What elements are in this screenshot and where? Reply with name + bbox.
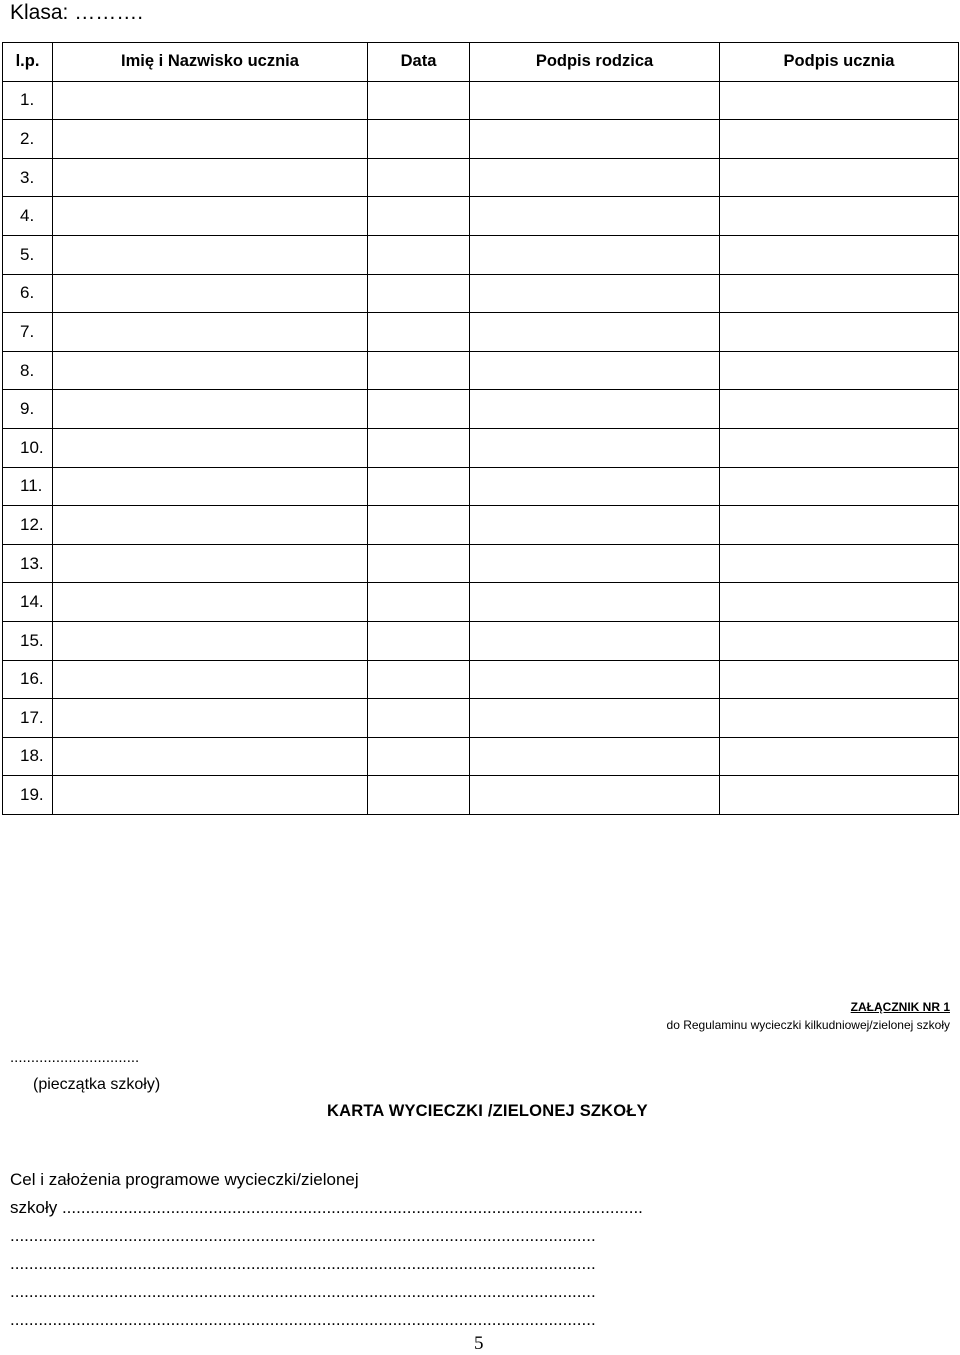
student-signature-cell[interactable] bbox=[720, 583, 959, 622]
date-cell[interactable] bbox=[368, 197, 470, 236]
parent-signature-cell[interactable] bbox=[470, 660, 720, 699]
name-cell[interactable] bbox=[53, 544, 368, 583]
row-number: 19. bbox=[3, 776, 53, 815]
name-cell[interactable] bbox=[53, 621, 368, 660]
table-row bbox=[3, 583, 959, 622]
row-number: 17. bbox=[3, 699, 53, 738]
date-cell[interactable] bbox=[368, 660, 470, 699]
table-row bbox=[3, 621, 959, 660]
date-cell[interactable] bbox=[368, 621, 470, 660]
date-cell[interactable] bbox=[368, 390, 470, 429]
student-signature-cell[interactable] bbox=[720, 544, 959, 583]
student-signature-cell[interactable] bbox=[720, 158, 959, 197]
table-row bbox=[3, 506, 959, 545]
name-cell[interactable] bbox=[53, 351, 368, 390]
row-number: 9. bbox=[3, 390, 53, 429]
date-cell[interactable] bbox=[368, 235, 470, 274]
student-signature-cell[interactable] bbox=[720, 274, 959, 313]
student-signature-cell[interactable] bbox=[720, 660, 959, 699]
date-cell[interactable] bbox=[368, 467, 470, 506]
student-signature-cell[interactable] bbox=[720, 776, 959, 815]
date-cell[interactable] bbox=[368, 544, 470, 583]
page-number: 5 bbox=[474, 1333, 484, 1354]
goals-dot-line[interactable]: ............................................................................................................................ bbox=[10, 1226, 596, 1245]
parent-signature-cell[interactable] bbox=[470, 621, 720, 660]
parent-signature-cell[interactable] bbox=[470, 506, 720, 545]
stamp-dots: ............................... bbox=[10, 1049, 140, 1066]
student-signature-cell[interactable] bbox=[720, 197, 959, 236]
date-cell[interactable] bbox=[368, 737, 470, 776]
name-cell[interactable] bbox=[53, 120, 368, 159]
header-student-signature: Podpis ucznia bbox=[720, 43, 959, 82]
student-signature-cell[interactable] bbox=[720, 506, 959, 545]
goals-section bbox=[10, 1166, 890, 1334]
table-row bbox=[3, 428, 959, 467]
student-signature-cell[interactable] bbox=[720, 428, 959, 467]
goals-dot-line[interactable]: ............................................................................................................................ bbox=[10, 1254, 596, 1273]
table-row bbox=[3, 390, 959, 429]
date-cell[interactable] bbox=[368, 81, 470, 120]
table-row bbox=[3, 81, 959, 120]
parent-signature-cell[interactable] bbox=[470, 274, 720, 313]
student-signature-cell[interactable] bbox=[720, 120, 959, 159]
name-cell[interactable] bbox=[53, 158, 368, 197]
goals-label: Cel i założenia programowe wycieczki/zielonej bbox=[10, 1170, 359, 1189]
parent-signature-cell[interactable] bbox=[470, 776, 720, 815]
student-signature-cell[interactable] bbox=[720, 313, 959, 352]
row-number: 7. bbox=[3, 313, 53, 352]
table-row bbox=[3, 158, 959, 197]
parent-signature-cell[interactable] bbox=[470, 197, 720, 236]
table-row bbox=[3, 197, 959, 236]
parent-signature-cell[interactable] bbox=[470, 467, 720, 506]
name-cell[interactable] bbox=[53, 81, 368, 120]
row-number: 2. bbox=[3, 120, 53, 159]
parent-signature-cell[interactable] bbox=[470, 158, 720, 197]
annex-title: ZAŁĄCZNIK NR 1 bbox=[850, 1000, 950, 1014]
name-cell[interactable] bbox=[53, 467, 368, 506]
parent-signature-cell[interactable] bbox=[470, 235, 720, 274]
table-row bbox=[3, 737, 959, 776]
parent-signature-cell[interactable] bbox=[470, 81, 720, 120]
table-row bbox=[3, 120, 959, 159]
form-title: KARTA WYCIECZKI /ZIELONEJ SZKOŁY bbox=[327, 1102, 648, 1120]
date-cell[interactable] bbox=[368, 583, 470, 622]
parent-signature-cell[interactable] bbox=[470, 351, 720, 390]
row-number: 18. bbox=[3, 737, 53, 776]
row-number: 6. bbox=[3, 274, 53, 313]
date-cell[interactable] bbox=[368, 158, 470, 197]
row-number: 11. bbox=[3, 467, 53, 506]
date-cell[interactable] bbox=[368, 506, 470, 545]
table-row bbox=[3, 313, 959, 352]
header-date: Data bbox=[368, 43, 470, 82]
date-cell[interactable] bbox=[368, 120, 470, 159]
row-number: 14. bbox=[3, 583, 53, 622]
name-cell[interactable] bbox=[53, 583, 368, 622]
parent-signature-cell[interactable] bbox=[470, 390, 720, 429]
table-row bbox=[3, 699, 959, 738]
student-signature-cell[interactable] bbox=[720, 390, 959, 429]
table-row bbox=[3, 235, 959, 274]
table-header-row bbox=[3, 43, 959, 82]
row-number: 8. bbox=[3, 351, 53, 390]
goals-dot-line[interactable]: ............................................................................................................................ bbox=[10, 1310, 596, 1329]
row-number: 1. bbox=[3, 81, 53, 120]
name-cell[interactable] bbox=[53, 428, 368, 467]
parent-signature-cell[interactable] bbox=[470, 313, 720, 352]
name-cell[interactable] bbox=[53, 660, 368, 699]
parent-signature-cell[interactable] bbox=[470, 583, 720, 622]
parent-signature-cell[interactable] bbox=[470, 699, 720, 738]
name-cell[interactable] bbox=[53, 776, 368, 815]
student-roster-table bbox=[2, 42, 959, 815]
name-cell[interactable] bbox=[53, 506, 368, 545]
class-label: Klasa: ………. bbox=[10, 1, 144, 24]
name-cell[interactable] bbox=[53, 390, 368, 429]
date-cell[interactable] bbox=[368, 776, 470, 815]
student-signature-cell[interactable] bbox=[720, 621, 959, 660]
name-cell[interactable] bbox=[53, 737, 368, 776]
header-parent-signature: Podpis rodzica bbox=[470, 43, 720, 82]
table-row bbox=[3, 660, 959, 699]
name-cell[interactable] bbox=[53, 235, 368, 274]
row-number: 10. bbox=[3, 428, 53, 467]
name-cell[interactable] bbox=[53, 274, 368, 313]
row-number: 5. bbox=[3, 235, 53, 274]
date-cell[interactable] bbox=[368, 699, 470, 738]
parent-signature-cell[interactable] bbox=[470, 544, 720, 583]
row-number: 3. bbox=[3, 158, 53, 197]
parent-signature-cell[interactable] bbox=[470, 428, 720, 467]
parent-signature-cell[interactable] bbox=[470, 737, 720, 776]
name-cell[interactable] bbox=[53, 699, 368, 738]
row-number: 12. bbox=[3, 506, 53, 545]
row-number: 4. bbox=[3, 197, 53, 236]
student-signature-cell[interactable] bbox=[720, 235, 959, 274]
name-cell[interactable] bbox=[53, 313, 368, 352]
header-name: Imię i Nazwisko ucznia bbox=[53, 43, 368, 82]
student-signature-cell[interactable] bbox=[720, 737, 959, 776]
annex-subtitle: do Regulaminu wycieczki kilkudniowej/zielonej szkoły bbox=[666, 1018, 950, 1032]
date-cell[interactable] bbox=[368, 428, 470, 467]
table-row bbox=[3, 351, 959, 390]
parent-signature-cell[interactable] bbox=[470, 120, 720, 159]
table-row bbox=[3, 467, 959, 506]
stamp-label: (pieczątka szkoły) bbox=[33, 1076, 161, 1093]
date-cell[interactable] bbox=[368, 274, 470, 313]
date-cell[interactable] bbox=[368, 313, 470, 352]
row-number: 15. bbox=[3, 621, 53, 660]
table-row bbox=[3, 274, 959, 313]
table-row bbox=[3, 776, 959, 815]
student-signature-cell[interactable] bbox=[720, 467, 959, 506]
student-signature-cell[interactable] bbox=[720, 81, 959, 120]
goals-line-2[interactable]: szkoły ........................................................................................................................... bbox=[10, 1198, 643, 1217]
annex-heading bbox=[667, 998, 950, 1034]
header-lp: l.p. bbox=[3, 43, 53, 82]
student-signature-cell[interactable] bbox=[720, 699, 959, 738]
table-row bbox=[3, 544, 959, 583]
row-number: 13. bbox=[3, 544, 53, 583]
date-cell[interactable] bbox=[368, 351, 470, 390]
name-cell[interactable] bbox=[53, 197, 368, 236]
row-number: 16. bbox=[3, 660, 53, 699]
student-signature-cell[interactable] bbox=[720, 351, 959, 390]
goals-dot-line[interactable]: ............................................................................................................................ bbox=[10, 1282, 596, 1301]
